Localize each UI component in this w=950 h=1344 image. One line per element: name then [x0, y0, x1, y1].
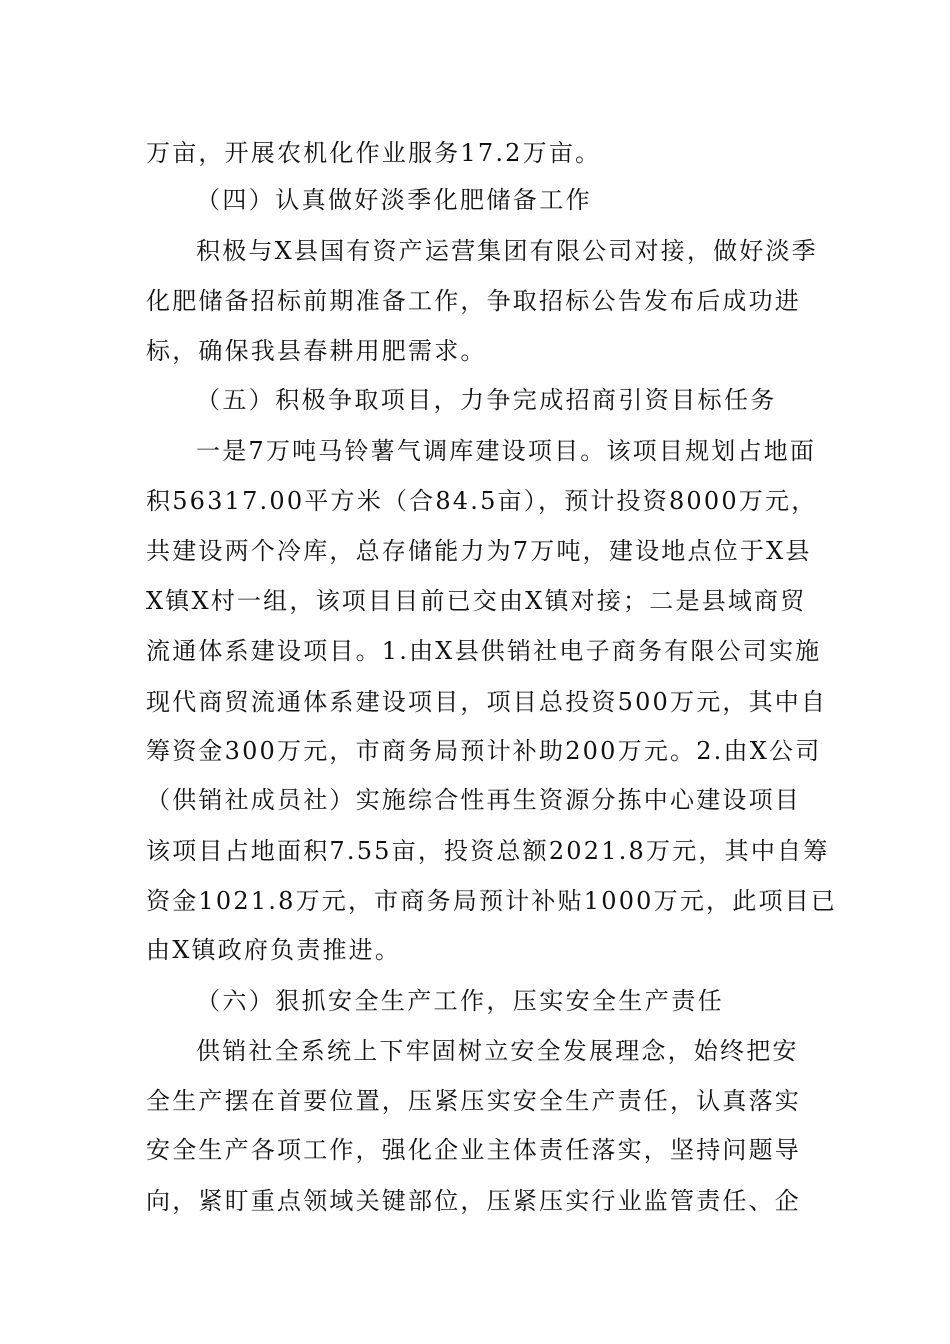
- paragraph-line: 流通体系建设项目。1.由X县供销社电子商务有限公司实施: [146, 637, 822, 665]
- paragraph-line: 积极与X县国有资产运营集团有限公司对接，做好淡季: [196, 237, 818, 265]
- paragraph-line: 向，紧盯重点领域关键部位，压紧压实行业监管责任、企: [146, 1187, 801, 1215]
- paragraph-line: 资金1021.8万元，市商务局预计补贴1000万元，此项目已: [146, 887, 838, 915]
- paragraph-line: 一是7万吨马铃薯气调库建设项目。该项目规划占地面: [196, 437, 817, 465]
- paragraph-line: 标，确保我县春耕用肥需求。: [146, 337, 487, 365]
- paragraph-line: 共建设两个冷库，总存储能力为7万吨，建设地点位于X县: [146, 537, 812, 565]
- paragraph-line: 由X镇政府负责推进。: [146, 936, 402, 964]
- paragraph-line: 该项目占地面积7.55亩，投资总额2021.8万元，其中自筹: [146, 837, 830, 865]
- section-heading: （五）积极争取项目，力争完成招商引资目标任务: [196, 386, 777, 414]
- paragraph-line: 万亩，开展农机化作业服务17.2万亩。: [146, 139, 602, 167]
- paragraph-line: 全生产摆在首要位置，压紧压实安全生产责任，认真落实: [146, 1087, 801, 1115]
- paragraph-line: （供销社成员社）实施综合性再生资源分拣中心建设项目: [146, 786, 801, 814]
- section-heading: （四）认真做好淡季化肥储备工作: [196, 186, 592, 214]
- paragraph-line: 化肥储备招标前期准备工作，争取招标公告发布后成功进: [146, 287, 801, 315]
- paragraph-line: 筹资金300万元，市商务局预计补助200万元。2.由X公司: [146, 737, 822, 765]
- section-heading: （六）狠抓安全生产工作，压实安全生产责任: [196, 987, 724, 1015]
- paragraph-line: 积56317.00平方米（合84.5亩），预计投资8000万元，: [146, 487, 818, 515]
- paragraph-line: 供销社全系统上下牢固树立安全发展理念，始终把安: [196, 1037, 799, 1065]
- paragraph-line: 现代商贸流通体系建设项目，项目总投资500万元，其中自: [146, 688, 828, 716]
- paragraph-line: X镇X村一组，该项目目前已交由X镇对接；二是县域商贸: [146, 587, 807, 615]
- paragraph-line: 安全生产各项工作，强化企业主体责任落实，坚持问题导: [146, 1136, 801, 1164]
